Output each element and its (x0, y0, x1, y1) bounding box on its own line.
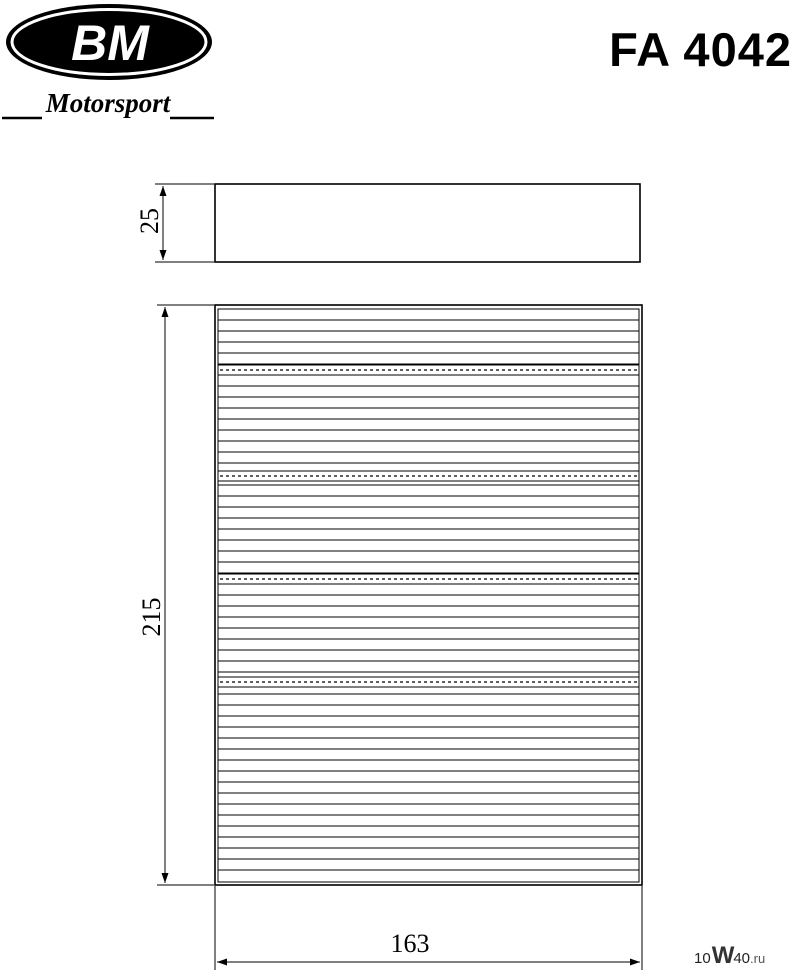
watermark-suffix: 40 (733, 950, 751, 967)
part-number: FA 4042 (609, 23, 792, 76)
dimension-label-length: 215 (137, 597, 166, 637)
dimension-label-height: 25 (135, 208, 164, 234)
filter-side-view (215, 184, 640, 262)
dimension-label-width: 163 (390, 929, 430, 958)
logo-initials: BM (71, 15, 149, 71)
watermark-w: W (711, 942, 733, 969)
watermark (694, 942, 790, 968)
watermark-prefix: 10 (694, 950, 711, 967)
watermark-tld: .ru (750, 951, 766, 966)
filter-pleats (218, 320, 639, 870)
logo-script: Motorsport (45, 88, 171, 118)
